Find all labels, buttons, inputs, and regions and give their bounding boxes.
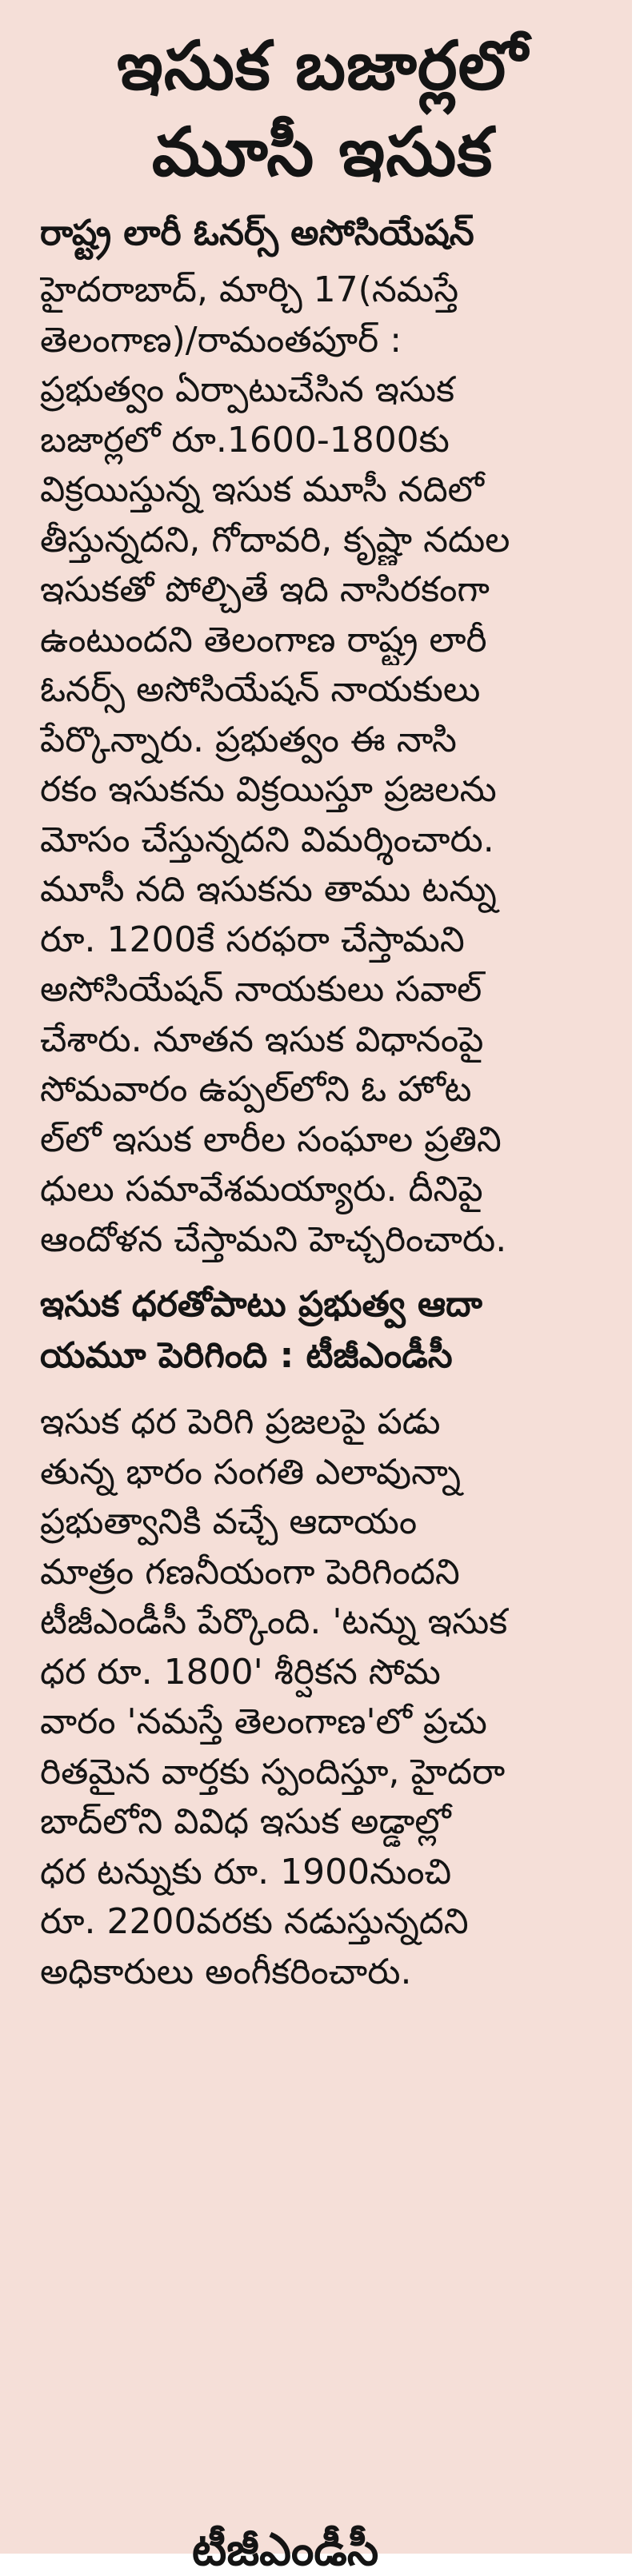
body-line: అధికారులు అంగీకరించారు. (40, 1951, 412, 1992)
body-line: ఉంటుందని తెలంగాణ రాష్ట్ర లారీ (40, 619, 487, 660)
subheading (40, 1279, 605, 1382)
cut-off-heading: టీజీఎండీసీ (192, 2524, 379, 2576)
body-line: ఆందోళన చేస్తామని హెచ్చరించారు. (40, 1218, 507, 1260)
body-line: తీస్తున్నదని, గోదావరి, కృష్ణా నదుల (40, 519, 510, 560)
body-line: ప్రభుత్వానికి వచ్చే ఆదాయం (40, 1501, 418, 1542)
body-line: బజార్లలో రూ.1600-1800కు (40, 419, 450, 461)
body-line: హైదరాబాద్, మార్చి 17(నమస్తే (40, 269, 459, 310)
kicker: రాష్ట్ర లారీ ఓనర్స్ అసోసియేషన్ (40, 213, 474, 253)
body-line: ఇసుకతో పోల్చితే ఇది నాసిరకంగా (40, 569, 490, 610)
body-line: బాద్‌లోని వివిధ ఇసుక అడ్డాల్లో (40, 1801, 451, 1842)
subheading-line-1: ఇసుక ధరతోపాటు ప్రభుత్వ ఆదా (40, 1284, 482, 1325)
body-line: వారం 'నమస్తే తెలంగాణ'లో ప్రచు (40, 1701, 487, 1742)
body-line: అసోసియేషన్ నాయకులు సవాల్ (40, 969, 482, 1010)
body-line: సోమవారం ఉప్పల్‌లోని ఓ హోట (40, 1069, 472, 1110)
body-line: తున్న భారం సంగతి ఎలావున్నా (40, 1451, 461, 1493)
body-line: రితమైన వార్తకు స్పందిస్తూ, హైదరా (40, 1751, 506, 1792)
body-line: ఇసుక ధర పెరిగి ప్రజలపై పడు (40, 1402, 441, 1442)
body-line: ధులు సమావేశమయ్యారు. దీనిపై (40, 1169, 483, 1210)
body-line: మూసీ నది ఇసుకను తాము టన్ను (40, 869, 497, 910)
body-line: ల్‌లో ఇసుక లారీల సంఘాల ప్రతిని (40, 1119, 502, 1160)
subheading-line-2: యమూ పెరిగింది : టీజీఎండీసీ (40, 1335, 453, 1376)
body-line: మోసం చేస్తున్నదని విమర్శించారు. (40, 819, 494, 860)
body-line: రకం ఇసుకను విక్రయిస్తూ ప్రజలను (40, 769, 497, 810)
body-line: రూ. 2200వరకు నడుస్తున్నదని (40, 1901, 469, 1942)
body-line: విక్రయిస్తున్న ఇసుక మూసీ నదిలో (40, 469, 484, 510)
headline-line-2: మూసీ ఇసుక (151, 113, 494, 191)
body-line: ప్రభుత్వం ఏర్పాటుచేసిన ఇసుక (40, 369, 455, 410)
clipping-edge (632, 0, 640, 2554)
body-line: ధర రూ. 1800' శీర్షికన సోమ (40, 1651, 441, 1693)
body-line: ఓనర్స్ అసోసియేషన్ నాయకులు (40, 669, 481, 710)
body-line: తెలంగాణ)/రామంతపూర్ : (40, 319, 402, 361)
body-line: ధర టన్నుకు రూ. 1900నుంచి (40, 1851, 452, 1892)
body-line: టీజీఎండీసీ పేర్కొంది. 'టన్ను ఇసుక (40, 1601, 508, 1642)
body-paragraph-1 (40, 265, 605, 1265)
body-line: రూ. 1200కే సరఫరా చేస్తామని (40, 919, 465, 960)
body-paragraph-2 (40, 1398, 605, 1997)
body-line: పేర్కొన్నారు. ప్రభుత్వం ఈ నాసి (40, 719, 457, 760)
headline (40, 22, 605, 195)
body-line: మాత్రం గణనీయంగా పెరిగిందని (40, 1551, 460, 1593)
headline-line-1: ఇసుక బజార్లలో (116, 26, 529, 105)
body-line: చేశారు. నూతన ఇసుక విధానంపై (40, 1019, 484, 1060)
